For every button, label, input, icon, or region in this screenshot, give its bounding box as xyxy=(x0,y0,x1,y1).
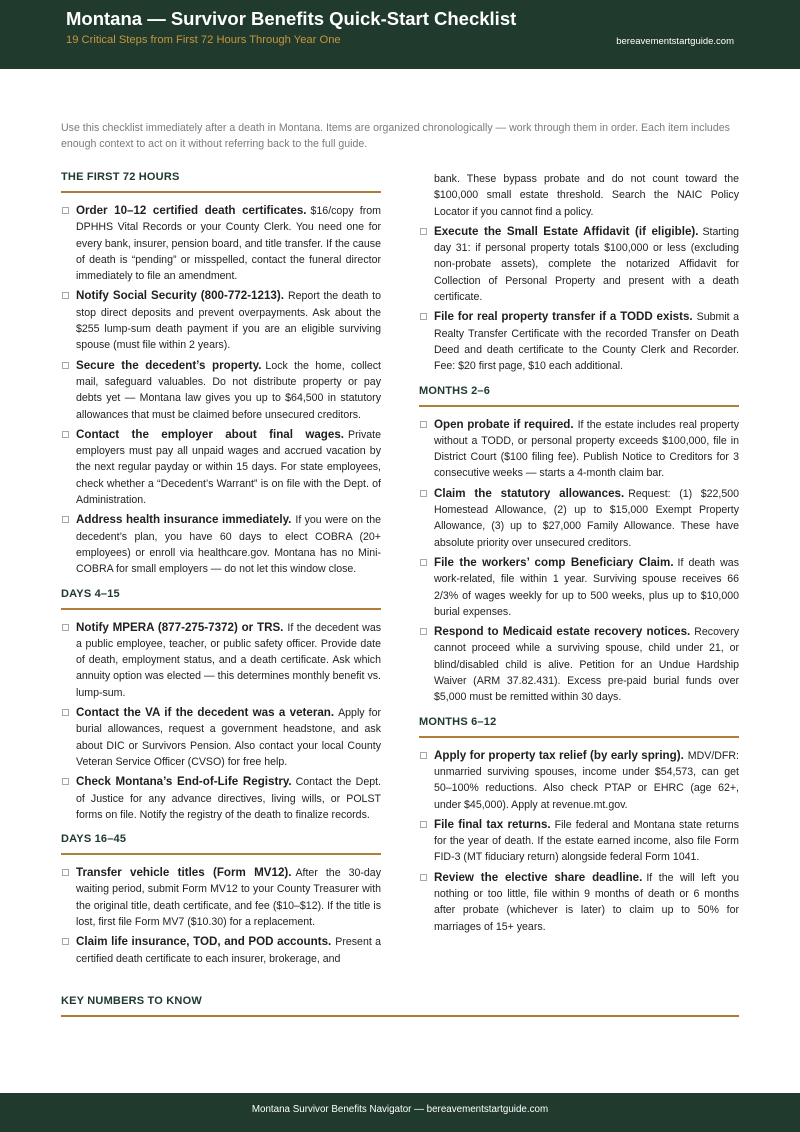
section-heading: THE FIRST 72 HOURS xyxy=(61,171,381,193)
item-body: Apply for burial allowances, request a government headstone, and ask about DIC or Survivors Pension. Also contact your local County Veteran Service Officer (CVSO) for free help. xyxy=(76,707,381,768)
item-title: Secure the decedent’s property. xyxy=(76,358,262,372)
item-title: Review the elective share deadline. xyxy=(434,870,643,884)
item-title: File for real property transfer if a TODD exists. xyxy=(434,310,693,324)
right-column xyxy=(419,171,739,945)
item-body: If the estate includes real property without a TODD, or personal property exceeds $100,000, file in District Court ($100 filing fee). Publish Notice to Creditors for 3 consecutive weeks — starts a 4-month claim bar. xyxy=(434,418,739,480)
item-body: Report the death to stop direct deposits and prevent overpayments. Ask about the $255 lump-sum death payment if you are an eligible surviving spouse (must file within 2 years). xyxy=(76,290,382,352)
item-body: Private employers must pay all unpaid wages and accrued vacation by the next regular payday or within 15 days. For state employees, check whether a “Decedent’s Warrant” is on file with the Dept. of Administration. xyxy=(76,428,381,507)
checklist-item xyxy=(419,555,739,620)
section-months-6-12 xyxy=(419,716,739,935)
item-body: Starting day 31: if personal property totals $100,000 or less (excluding non-probate assets), complete the notarized Affidavit for Collection of Personal Property and present with a death certificate. xyxy=(434,225,739,304)
checkbox[interactable] xyxy=(62,778,69,785)
section-days-4-15 xyxy=(61,588,381,824)
item-body: Recovery cannot proceed while a surviving spouse, child under 21, or blind/disabled child is alive. Petition for an Undue Hardship Waiver (ARM 37.82.431). Excess pre-paid burial funds over $5,000 must be remitted within 30 days. xyxy=(434,626,739,704)
checklist-item xyxy=(419,309,739,374)
checklist-item xyxy=(419,417,739,482)
item-body: Present a certified death certificate to each insurer, brokerage, and xyxy=(76,936,381,965)
item-title: Execute the Small Estate Affidavit (if eligible). xyxy=(434,224,699,238)
item-body: If you were on the decedent’s plan, you have 60 days to elect COBRA (20+ employees) or enroll via healthcare.gov. Montana has no Mini-COBRA for small employers — do not let this window close. xyxy=(76,514,381,576)
site-link[interactable]: bereavementstartguide.com xyxy=(616,36,734,47)
checklist-item xyxy=(61,203,381,284)
item-title: Open probate if required. xyxy=(434,417,574,431)
checkbox[interactable] xyxy=(420,752,427,759)
checklist-item xyxy=(419,224,739,305)
item-title: Notify MPERA (877-275-7372) or TRS. xyxy=(76,620,284,634)
section-heading: MONTHS 2–6 xyxy=(419,385,739,407)
checkbox[interactable] xyxy=(62,869,69,876)
checkbox[interactable] xyxy=(62,516,69,523)
page-subtitle: 19 Critical Steps from First 72 Hours Through Year One xyxy=(66,34,341,46)
item-body: Submit a Realty Transfer Certificate with the recorded Transfer on Death Deed and death certificate to the County Clerk and Recorder. Fee: $20 first page, $10 each additional. xyxy=(434,311,740,373)
checklist-item xyxy=(61,620,381,701)
item-title: File final tax returns. xyxy=(434,817,551,831)
checklist-item xyxy=(419,817,739,866)
checkbox[interactable] xyxy=(420,421,427,428)
checklist-item xyxy=(61,705,381,770)
checkbox[interactable] xyxy=(62,709,69,716)
checkbox[interactable] xyxy=(62,362,69,369)
item-body: $16/copy from DPHHS Vital Records or your County Clerk. You need one for every bank, insurer, pension board, and title transfer. If the cause of death is “pending” or misspelled, contact the funeral director immediately to file an amendment. xyxy=(76,205,381,283)
item-title: Notify Social Security (800-772-1213). xyxy=(76,289,284,303)
header-banner xyxy=(0,0,800,69)
checkbox[interactable] xyxy=(62,292,69,299)
checklist-item xyxy=(419,748,739,813)
section-months-2-6 xyxy=(419,385,739,706)
item-title: Address health insurance immediately. xyxy=(76,513,292,527)
item-title: Apply for property tax relief (by early spring). xyxy=(434,748,684,762)
section-heading: DAYS 16–45 xyxy=(61,833,381,855)
checklist-item xyxy=(61,427,381,508)
left-column xyxy=(61,171,381,977)
checkbox[interactable] xyxy=(420,874,427,881)
checkbox[interactable] xyxy=(420,559,427,566)
section-key-numbers xyxy=(61,995,739,1017)
item-body: If the will left you nothing or too little, file within 9 months of death or 6 months after probate (whichever is later) to claim up to 50% for marriages of 15+ years. xyxy=(434,871,739,933)
item-body: MDV/DFR: unmarried surviving spouses, income under $54,573, can get 50–100% reductions. Also check PTAP or EHRC (age 62+, under $45,000). Apply at revenue.mt.gov. xyxy=(434,749,739,811)
item-title: Claim the statutory allowances. xyxy=(434,486,625,500)
item-body: Request: (1) $22,500 Homestead Allowance, (2) up to $15,000 Exempt Property Allowance, (3) up to $27,000 Family Allowance. These have absolute priority over unsecured creditors. xyxy=(434,487,740,549)
checklist-item xyxy=(61,865,381,930)
item-title: Order 10–12 certified death certificates. xyxy=(76,204,307,217)
checklist-item xyxy=(419,624,739,705)
item-title: File the workers’ comp Beneficiary Claim. xyxy=(434,555,674,569)
item-body: Contact the Dept. of Justice for any advance directives, living wills, or POLST forms on file. Notify the registry of the death to finalize records. xyxy=(76,776,381,821)
checkbox[interactable] xyxy=(420,313,427,320)
item-title: Claim life insurance, TOD, and POD accounts. xyxy=(76,935,332,949)
item-title: Contact the VA if the decedent was a veteran. xyxy=(76,706,335,720)
checklist-item xyxy=(419,870,739,935)
section-heading: DAYS 4–15 xyxy=(61,588,381,610)
item-body: If the decedent was a public employee, teacher, or public safety officer. Provide date of death, employment status, and a death certificate. Ask which annuity option was elected — this determines monthly benefit vs. lump-sum. xyxy=(76,621,382,699)
checkbox[interactable] xyxy=(420,628,427,635)
intro-text: Use this checklist immediately after a death in Montana. Items are organized chronologically — work through them in order. Each item includes enough context to act on it without referring back to the full guide. xyxy=(61,122,730,150)
checkbox[interactable] xyxy=(420,821,427,828)
checkbox[interactable] xyxy=(62,207,69,214)
item-title: Transfer vehicle titles (Form MV12). xyxy=(76,866,292,880)
item-title: Respond to Medicaid estate recovery notices. xyxy=(434,625,691,639)
item-body: After the 30-day waiting period, submit Form MV12 to your County Treasurer with the original title, death certificate, and fee ($10–$12). If the title is lost, first file Form MV7 ($10.30) for a replacement. xyxy=(76,867,381,928)
section-days-16-45-continued xyxy=(419,171,739,375)
checkbox[interactable] xyxy=(420,228,427,235)
checkbox[interactable] xyxy=(62,938,69,945)
checkbox[interactable] xyxy=(420,490,427,497)
checklist-item xyxy=(61,358,381,423)
section-heading: MONTHS 6–12 xyxy=(419,716,739,738)
item-title: Contact the employer about final wages. xyxy=(76,427,345,441)
item-continuation: bank. These bypass probate and do not count toward the $100,000 small estate threshold. Search the NAIC Policy Locator if you cannot find a policy. xyxy=(434,173,739,218)
item-body: If death was work-related, file within 1 year. Surviving spouse receives 66 2/3% of wages weekly for up to 500 weeks, plus up to $10,000 burial expenses. xyxy=(434,556,739,618)
checklist-item xyxy=(61,774,381,823)
section-heading: KEY NUMBERS TO KNOW xyxy=(61,995,739,1017)
section-first-72-hours xyxy=(61,171,381,578)
checklist-item xyxy=(61,288,381,353)
item-body: Lock the home, collect mail, safeguard valuables. Do not distribute property or pay debts yet — Montana law gives you up to $64,500 in statutory allowances that must be claimed before unsecured creditors. xyxy=(76,359,381,421)
section-days-16-45 xyxy=(61,833,381,967)
checklist-item xyxy=(61,512,381,577)
checklist-item xyxy=(419,486,739,551)
checklist-item xyxy=(61,934,381,967)
footer: Montana Survivor Benefits Navigator — bereavementstartguide.com xyxy=(0,1093,800,1132)
checkbox[interactable] xyxy=(62,624,69,631)
item-title: Check Montana’s End-of-Life Registry. xyxy=(76,775,292,789)
item-body: File federal and Montana state returns for the year of death. If the estate earned income, also file Form FID-3 (MT fiduciary return) alongside federal Form 1041. xyxy=(434,818,739,864)
checkbox[interactable] xyxy=(62,431,69,438)
page-title: Montana — Survivor Benefits Quick-Start Checklist xyxy=(66,8,517,29)
